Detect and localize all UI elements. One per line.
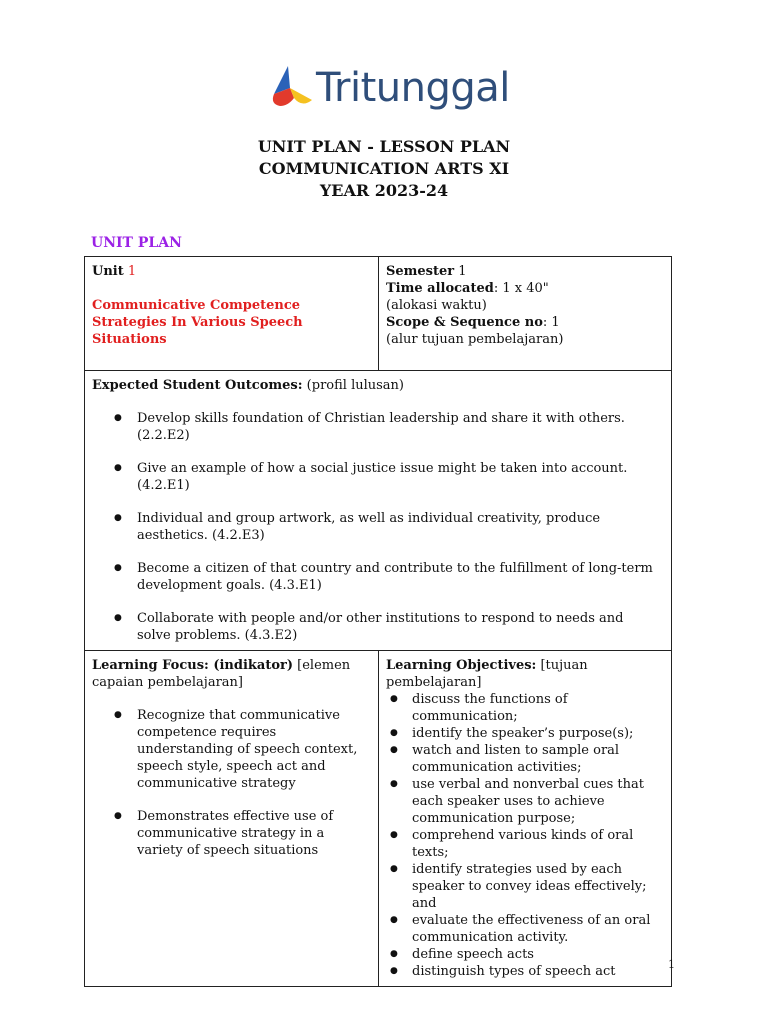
semester-value: 1: [458, 264, 467, 279]
learning-focus-item: ● Recognize that communicative competence requires understanding of speech context, speech style, speech act and communicative strategy: [92, 707, 371, 792]
tritunggal-logo-icon: [266, 64, 316, 110]
learning-objective-item: ● evaluate the effectiveness of an oral communication activity.: [386, 912, 664, 946]
time-allocated-note: (alokasi waktu): [386, 298, 487, 313]
document-title: [0, 136, 768, 202]
outcome-item: ● Develop skills foundation of Christian leadership and share it with others. (2.2.E2): [92, 410, 658, 444]
unit-name-line: Strategies In Various Speech: [92, 315, 303, 330]
page-number: 1: [668, 958, 675, 971]
learning-objective-item: ● comprehend various kinds of oral texts;: [386, 827, 664, 861]
unit-name-line: Communicative Competence: [92, 298, 301, 313]
tritunggal-logo: [266, 62, 510, 114]
outcomes-cell: [85, 371, 672, 651]
outcome-item: ● Individual and group artwork, as well as individual creativity, produce aesthetics. (4.2.E3): [92, 510, 658, 544]
learning-objective-item: ● identify strategies used by each speaker to convey ideas effectively; and: [386, 861, 664, 912]
learning-focus-note: [elemen capaian pembelajaran]: [92, 658, 351, 690]
learning-objective-item: ● discuss the functions of communication;: [386, 691, 664, 725]
outcomes-note: (profil lulusan): [306, 378, 404, 393]
learning-objectives-heading: Learning Objectives:: [386, 658, 537, 673]
unit-plan-table: [84, 256, 672, 987]
section-label: UNIT PLAN: [91, 235, 182, 251]
title-line-1: UNIT PLAN - LESSON PLAN: [257, 137, 511, 156]
learning-objective-item: ● identify the speaker’s purpose(s);: [386, 725, 664, 742]
title-line-2: COMMUNICATION ARTS XI: [258, 159, 510, 178]
outcome-item: ● Give an example of how a social justice issue might be taken into account. (4.2.E1): [92, 460, 658, 494]
outcome-item: ● Become a citizen of that country and contribute to the fulfillment of long-term development goals. (4.3.E1): [92, 560, 658, 594]
unit-name-line: Situations: [92, 332, 167, 347]
learning-objective-item: ● define speech acts: [386, 946, 664, 963]
unit-number: 1: [127, 264, 137, 279]
unit-label: Unit: [92, 264, 124, 279]
learning-focus-cell: [85, 651, 379, 987]
learning-objective-item: ● use verbal and nonverbal cues that each speaker uses to achieve communication purpose;: [386, 776, 664, 827]
scope-sequence-value: : 1: [542, 315, 560, 330]
logo-wordmark: Tritunggal: [316, 65, 510, 111]
scope-sequence-label: Scope & Sequence no: [386, 315, 543, 330]
time-allocated-label: Time allocated: [386, 281, 494, 296]
title-line-3: YEAR 2023-24: [319, 181, 449, 200]
outcome-item: ● Collaborate with people and/or other institutions to respond to needs and solve problems. (4.3.E2): [92, 610, 658, 644]
semester-cell: [379, 257, 672, 371]
learning-focus-heading: Learning Focus: (indikator): [92, 658, 294, 673]
unit-name: [92, 297, 371, 348]
unit-cell: [85, 257, 379, 371]
semester-label: Semester: [386, 264, 455, 279]
learning-objective-item: ● watch and listen to sample oral communication activities;: [386, 742, 664, 776]
learning-objectives-note: [tujuan pembelajaran]: [386, 658, 588, 690]
scope-sequence-note: (alur tujuan pembelajaran): [386, 332, 564, 347]
learning-objective-item: ● distinguish types of speech act: [386, 963, 664, 980]
learning-objectives-cell: [379, 651, 672, 987]
learning-focus-item: ● Demonstrates effective use of communicative strategy in a variety of speech situations: [92, 808, 371, 859]
outcomes-heading: Expected Student Outcomes:: [92, 378, 303, 393]
time-allocated-value: : 1 x 40": [493, 281, 549, 296]
